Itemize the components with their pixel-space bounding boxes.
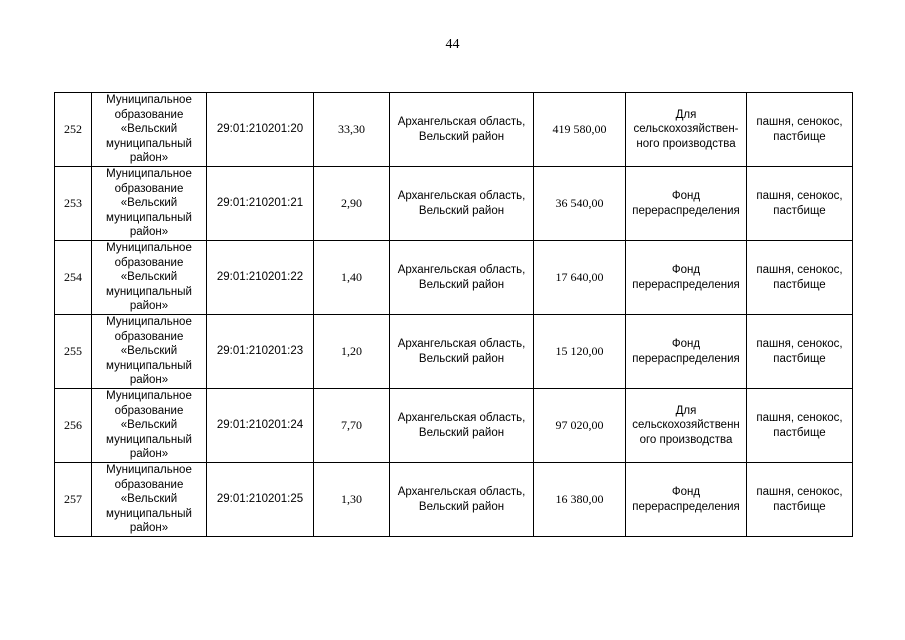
address-line: Вельский район	[418, 500, 505, 513]
land-category-line: Фонд	[671, 189, 701, 202]
area-cell: 33,30	[314, 93, 390, 167]
permitted-use-cell	[747, 167, 853, 241]
land-plots-table	[54, 92, 853, 537]
owner-line: муниципальный	[106, 211, 192, 224]
row-number-cell: 256	[55, 389, 92, 463]
owner-line: образование	[114, 108, 184, 121]
cadastral-number-cell: 29:01:210201:21	[207, 167, 314, 241]
permitted-use-line: пастбище	[773, 426, 826, 439]
permitted-use-line: пастбище	[773, 130, 826, 143]
cadastral-number-cell: 29:01:210201:20	[207, 93, 314, 167]
table-row	[55, 315, 853, 389]
land-category-line: перераспределения	[632, 278, 740, 291]
table-row	[55, 167, 853, 241]
permitted-use-line: пастбище	[773, 352, 826, 365]
land-category-line: сельскохозяйственн	[632, 419, 740, 432]
owner-line: муниципальный	[106, 433, 192, 446]
land-category-cell	[626, 389, 747, 463]
permitted-use-cell	[747, 389, 853, 463]
owner-cell	[92, 463, 207, 537]
row-number-cell: 257	[55, 463, 92, 537]
owner-cell	[92, 315, 207, 389]
land-category-line: Для	[675, 404, 697, 417]
area-cell: 1,30	[314, 463, 390, 537]
owner-line: Муниципальное	[106, 94, 192, 107]
owner-line: «Вельский	[120, 419, 178, 432]
land-category-line: Фонд	[671, 337, 701, 350]
address-line: Вельский район	[418, 352, 505, 365]
owner-line: образование	[114, 404, 184, 417]
price-cell: 97 020,00	[534, 389, 626, 463]
cadastral-number-cell: 29:01:210201:25	[207, 463, 314, 537]
permitted-use-line: пашня, сенокос,	[756, 337, 843, 350]
area-cell: 2,90	[314, 167, 390, 241]
land-category-line: перераспределения	[632, 204, 740, 217]
permitted-use-cell	[747, 463, 853, 537]
cadastral-number-cell: 29:01:210201:24	[207, 389, 314, 463]
owner-cell	[92, 389, 207, 463]
owner-line: «Вельский	[120, 271, 178, 284]
owner-line: Муниципальное	[106, 316, 192, 329]
permitted-use-line: пашня, сенокос,	[756, 189, 843, 202]
address-line: Вельский район	[418, 204, 505, 217]
area-cell: 1,40	[314, 241, 390, 315]
permitted-use-line: пастбище	[773, 500, 826, 513]
owner-line: район»	[129, 522, 169, 535]
owner-line: Муниципальное	[106, 464, 192, 477]
row-number-cell: 253	[55, 167, 92, 241]
price-cell: 17 640,00	[534, 241, 626, 315]
permitted-use-line: пастбище	[773, 204, 826, 217]
owner-line: район»	[129, 152, 169, 165]
land-category-cell	[626, 241, 747, 315]
price-cell: 419 580,00	[534, 93, 626, 167]
owner-line: район»	[129, 374, 169, 387]
owner-line: образование	[114, 182, 184, 195]
owner-line: муниципальный	[106, 507, 192, 520]
permitted-use-line: пашня, сенокос,	[756, 115, 843, 128]
row-number-cell: 252	[55, 93, 92, 167]
land-category-line: ого производства	[639, 433, 733, 446]
land-category-cell	[626, 463, 747, 537]
permitted-use-cell	[747, 241, 853, 315]
land-category-line: сельскохозяйствен-	[633, 123, 739, 136]
table-row	[55, 241, 853, 315]
land-category-cell	[626, 167, 747, 241]
permitted-use-line: пашня, сенокос,	[756, 411, 843, 424]
land-category-line: Фонд	[671, 485, 701, 498]
owner-line: Муниципальное	[106, 390, 192, 403]
owner-line: Муниципальное	[106, 168, 192, 181]
address-line: Вельский район	[418, 130, 505, 143]
owner-line: район»	[129, 448, 169, 461]
owner-cell	[92, 241, 207, 315]
cadastral-number-cell: 29:01:210201:22	[207, 241, 314, 315]
table-body	[55, 93, 853, 537]
permitted-use-line: пастбище	[773, 278, 826, 291]
area-cell: 1,20	[314, 315, 390, 389]
row-number-cell: 254	[55, 241, 92, 315]
address-line: Архангельская область,	[397, 115, 526, 128]
land-category-line: ного производства	[636, 137, 736, 150]
owner-line: «Вельский	[120, 345, 178, 358]
area-cell: 7,70	[314, 389, 390, 463]
owner-line: образование	[114, 330, 184, 343]
owner-cell	[92, 93, 207, 167]
table-row	[55, 93, 853, 167]
owner-line: образование	[114, 256, 184, 269]
address-line: Архангельская область,	[397, 337, 526, 350]
owner-line: «Вельский	[120, 493, 178, 506]
price-cell: 16 380,00	[534, 463, 626, 537]
owner-line: муниципальный	[106, 137, 192, 150]
table-row	[55, 389, 853, 463]
table-row	[55, 463, 853, 537]
owner-line: «Вельский	[120, 123, 178, 136]
owner-line: муниципальный	[106, 359, 192, 372]
address-cell	[390, 241, 534, 315]
permitted-use-cell	[747, 315, 853, 389]
owner-line: Муниципальное	[106, 242, 192, 255]
address-line: Архангельская область,	[397, 485, 526, 498]
owner-line: образование	[114, 478, 184, 491]
address-cell	[390, 93, 534, 167]
address-line: Вельский район	[418, 426, 505, 439]
address-line: Архангельская область,	[397, 411, 526, 424]
cadastral-number-cell: 29:01:210201:23	[207, 315, 314, 389]
address-line: Архангельская область,	[397, 263, 526, 276]
row-number-cell: 255	[55, 315, 92, 389]
owner-line: район»	[129, 226, 169, 239]
land-category-cell	[626, 315, 747, 389]
page-number: 44	[445, 37, 460, 52]
land-category-line: Для	[675, 108, 697, 121]
land-category-line: Фонд	[671, 263, 701, 276]
owner-cell	[92, 167, 207, 241]
address-cell	[390, 315, 534, 389]
owner-line: муниципальный	[106, 285, 192, 298]
permitted-use-line: пашня, сенокос,	[756, 263, 843, 276]
price-cell: 36 540,00	[534, 167, 626, 241]
permitted-use-cell	[747, 93, 853, 167]
permitted-use-line: пашня, сенокос,	[756, 485, 843, 498]
land-category-line: перераспределения	[632, 352, 740, 365]
owner-line: район»	[129, 300, 169, 313]
address-cell	[390, 389, 534, 463]
price-cell: 15 120,00	[534, 315, 626, 389]
address-cell	[390, 167, 534, 241]
owner-line: «Вельский	[120, 197, 178, 210]
land-category-line: перераспределения	[632, 500, 740, 513]
address-line: Архангельская область,	[397, 189, 526, 202]
address-line: Вельский район	[418, 278, 505, 291]
address-cell	[390, 463, 534, 537]
land-category-cell	[626, 93, 747, 167]
